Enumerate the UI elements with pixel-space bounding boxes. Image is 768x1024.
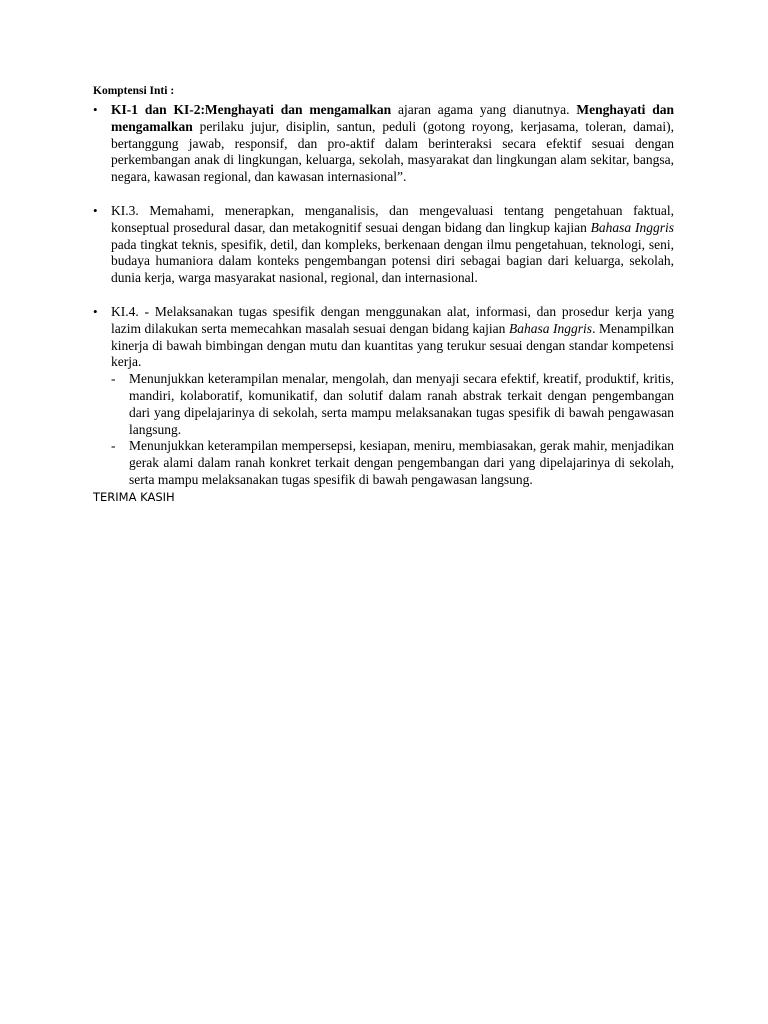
- ki-list: [93, 102, 674, 489]
- closing-text: TERIMA KASIH: [93, 489, 175, 504]
- ki4-text-1: KI.4. - Melaksanakan tugas spesifik dengan menggunakan alat, informasi, dan prosedur kerja yang lazim dilakukan serta memecahkan masalah sesuai dengan bidang kajian: [111, 303, 674, 336]
- sub-item-text: Menunjukkan keterampilan mempersepsi, kesiapan, meniru, membiasakan, gerak mahir, menjadikan gerak alami dalam ranah konkret terkait dengan pengembangan dari yang dipelajarinya di sekolah, serta mampu melaksanakan tugas spesifik di bawah pengawasan langsung.: [129, 438, 674, 487]
- document-content: [93, 84, 674, 504]
- list-item-ki3: [93, 203, 674, 287]
- ki12-text-1: ajaran agama yang dianutnya.: [391, 102, 577, 117]
- list-item-ki12: [93, 102, 674, 186]
- sub-list-item: [93, 371, 674, 438]
- dash-icon: -: [111, 371, 116, 387]
- section-heading: Komptensi Inti :: [93, 85, 175, 97]
- ki4-subject: Bahasa Inggris: [508, 320, 593, 336]
- ki3-subject: Bahasa Inggris: [590, 219, 674, 235]
- list-item-ki4: [93, 304, 674, 489]
- ki4-text-2: . Menampilkan kinerja di bawah bimbingan dengan mutu dan kuantitas yang terukur sesuai dengan standar kompetensi kerja.: [111, 320, 674, 370]
- bullet-icon: •: [93, 102, 98, 117]
- ki12-bold-2: Menghayati dan mengamalkan: [111, 102, 674, 134]
- bullet-icon: •: [93, 303, 98, 319]
- ki12-title: KI-1 dan KI-2:Menghayati dan mengamalkan: [111, 102, 392, 117]
- sub-list-item: [93, 438, 674, 488]
- bullet-icon: •: [93, 202, 98, 218]
- ki3-text-1: KI.3. Memahami, menerapkan, menganalisis, dan mengevaluasi tentang pengetahuan faktual, konseptual prosedural dasar, dan metakognitif sesuai dengan bidang dan lingkup kajian: [111, 202, 674, 235]
- ki3-text-2: pada tingkat teknis, spesifik, detil, dan kompleks, berkenaan dengan ilmu pengetahuan, teknologi, seni, budaya humaniora dalam konteks pengembangan potensi diri sebagai bagian dari keluarga, sekolah, dunia kerja, warga masyarakat nasional, regional, dan internasional.: [111, 236, 674, 286]
- ki4-sublist: [93, 371, 674, 489]
- ki12-text-2: perilaku jujur, disiplin, santun, peduli (gotong royong, kerjasama, toleran, damai), bertanggung jawab, responsif, dan pro-aktif dalam berinteraksi secara efektif sesuai dengan perkembangan anak di lingkungan, keluarga, sekolah, masyarakat dan lingkungan alam sekitar, bangsa, negara, kawasan regional, dan kawasan internasional”.: [111, 118, 674, 185]
- dash-icon: -: [111, 438, 116, 454]
- sub-item-text: Menunjukkan keterampilan menalar, mengolah, dan menyaji secara efektif, kreatif, produktif, kritis, mandiri, kolaboratif, komunikatif, dan solutif dalam ranah abstrak terkait dengan pengembangan dari yang dipelajarinya di sekolah, serta mampu melaksanakan tugas spesifik di bawah pengawasan langsung.: [129, 371, 674, 437]
